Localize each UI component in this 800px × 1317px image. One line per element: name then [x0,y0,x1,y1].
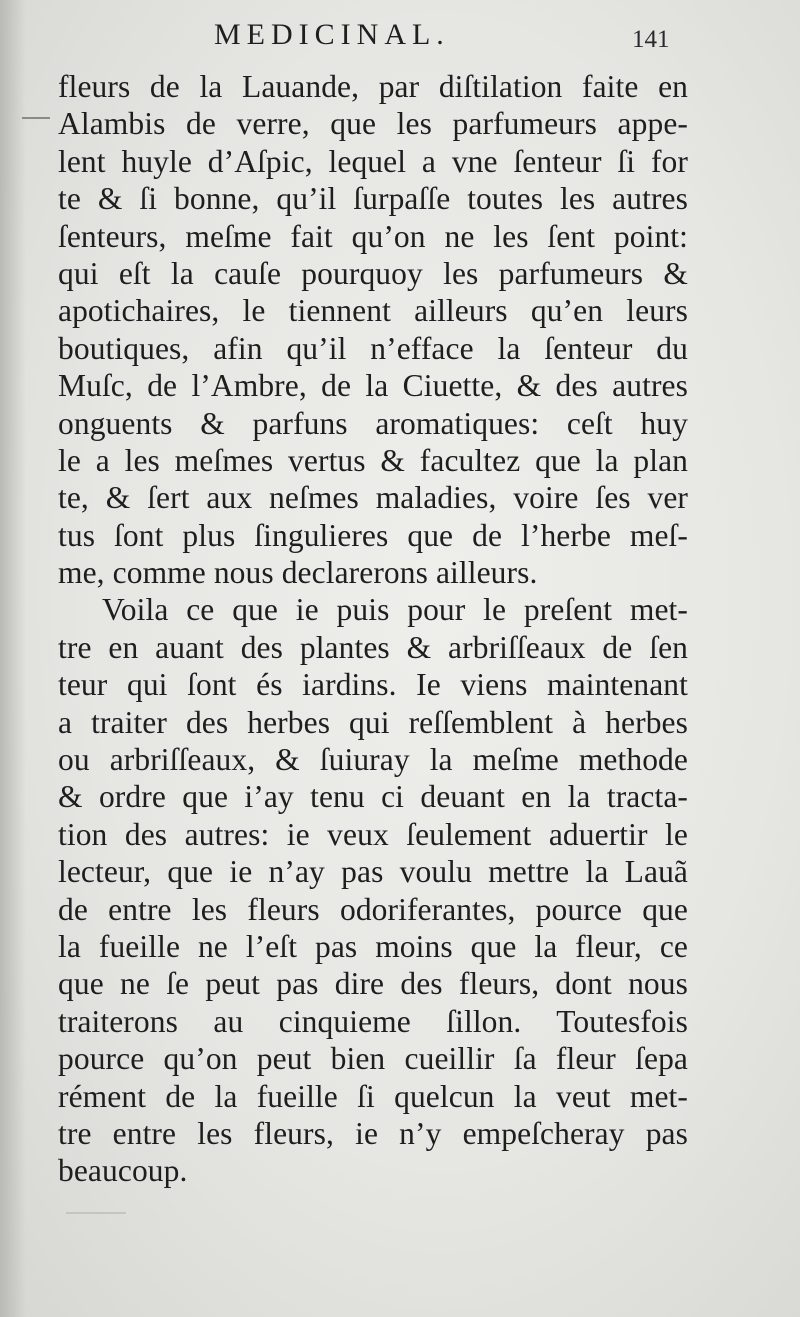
text-line: tus ſont plus ſingulieres que de l’herbe meſ- [58,517,688,553]
show-through-mark [66,1212,126,1214]
text-line: la fueille ne l’eſt pas moins que la fleur, ce [58,928,688,964]
text-line: rément de la fueille ſi quelcun la veut met- [58,1078,688,1114]
running-head [0,14,800,58]
text-line: ſenteurs, meſme fait qu’on ne les ſent point: [58,218,688,254]
text-line: Muſc, de l’Ambre, de la Ciuette, & des autres [58,368,688,404]
text-line: lent huyle d’Aſpic, lequel a vne ſenteur ſi for [58,143,688,179]
text-line: qui eſt la cauſe pourquoy les parfumeurs & [58,255,688,291]
text-line: & ordre que i’ay tenu ci deuant en la tracta- [58,779,688,815]
text-line: Alambis de verre, que les parfumeurs appe- [58,106,688,142]
text-line: te & ſi bonne, qu’il ſurpaſſe toutes les autres [58,181,688,217]
body-text [58,68,688,1190]
text-line: de entre les fleurs odoriferantes, pource que [58,891,688,927]
text-line: me, comme nous declarerons ailleurs. [58,555,538,591]
text-line: que ne ſe peut pas dire des fleurs, dont nous [58,966,688,1002]
text-line: onguents & parfuns aromatiques: ceſt huy [58,405,688,441]
text-line: traiterons au cinquieme ſillon. Toutesfois [58,1003,688,1039]
running-title: MEDICINAL. [214,18,450,51]
text-line: teur qui ſont és iardins. Ie viens maintenant [58,667,688,703]
text-line: pource qu’on peut bien cueillir ſa fleur ſepa [58,1041,688,1077]
text-line: beaucoup. [58,1153,188,1189]
text-line: te, & ſert aux neſmes maladies, voire ſes ver [58,480,688,516]
text-line: tre en auant des plantes & arbriſſeaux de ſen [58,629,688,665]
text-line: Voila ce que ie puis pour le preſent met- [102,592,688,628]
binding-shadow [0,0,26,1317]
text-line: boutiques, afin qu’il n’efface la ſenteur du [58,330,688,366]
page-number: 141 [632,26,670,53]
paragraph-1 [58,68,688,591]
text-line: fleurs de la Lauande, par diſtilation faite en [58,69,688,104]
margin-mark [22,117,50,119]
paragraph-2 [58,591,688,1189]
text-line: a traiter des herbes qui reſſemblent à herbes [58,704,688,740]
text-line: apotichaires, le tiennent ailleurs qu’en leurs [58,293,688,329]
text-line: tion des autres: ie veux ſeulement aduertir le [58,816,688,852]
text-line: lecteur, que ie n’ay pas voulu mettre la Lauã [58,854,688,890]
text-line: tre entre les fleurs, ie n’y empeſcheray pas [58,1115,688,1151]
text-line: le a les meſmes vertus & facultez que la plan [58,442,688,478]
text-line: ou arbriſſeaux, & ſuiuray la meſme methode [58,742,688,778]
